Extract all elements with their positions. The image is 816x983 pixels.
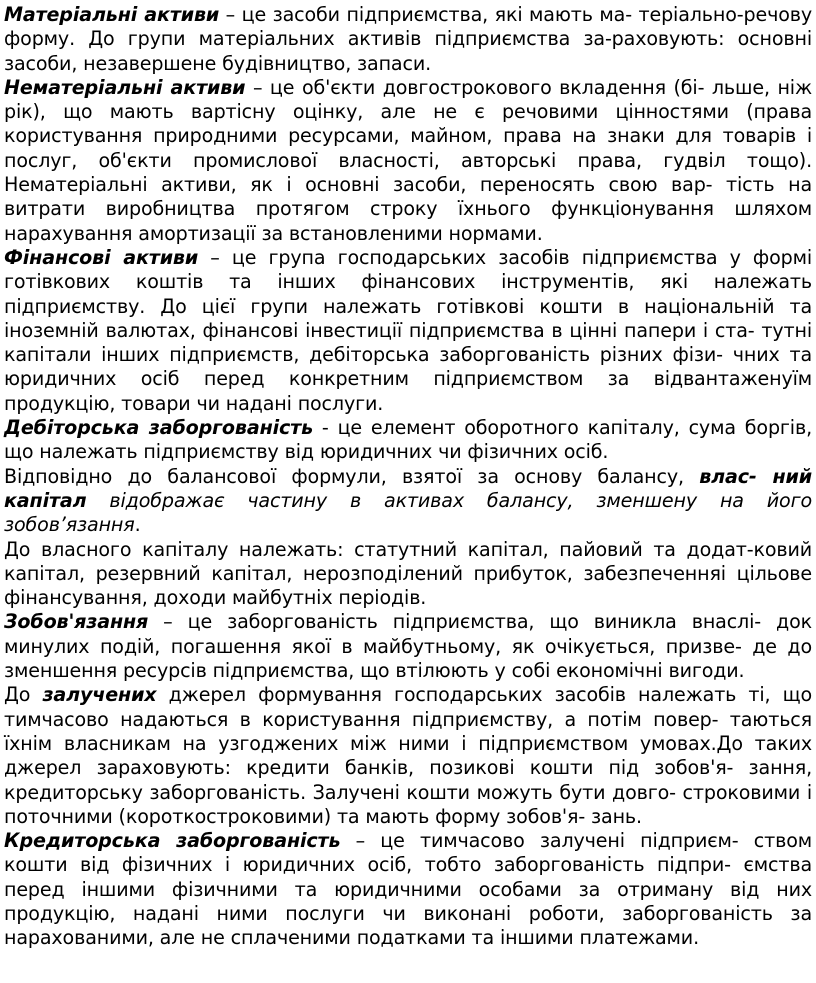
paragraph-payables: [4, 829, 812, 950]
paragraph-equity: [4, 465, 812, 538]
equity-tail-text: .: [134, 513, 141, 537]
term-equity: влас- ний капітал: [4, 464, 812, 512]
term-financial-assets: Фінансові активи: [4, 245, 199, 269]
term-material-assets: Матеріальні активи: [4, 3, 220, 26]
definition-borrowed: джерел формування господарських засобів належать ті, що тимчасово надаються в користування підприємству, а потім повер- таються їхнім власникам на узгоджених між ними і підприємством умовах.До таких джерел зараховують: кредити банків, позикові кошти під зобов'я- зання, кредиторську заборгованість. Залучені кошти можуть бути довго- строковими і поточними (короткостроковими) та мають форму зобов'я- зань.: [4, 683, 812, 828]
term-receivables: Дебіторська заборгованість: [4, 416, 314, 440]
term-intangible-assets: Нематеріальні активи: [4, 75, 246, 99]
paragraph-equity-components: [4, 538, 812, 611]
term-borrowed: залучених: [42, 683, 157, 707]
definition-liabilities: – це заборгованість підприємства, що виникла внаслі- док минулих подій, погашення якої в майбутньому, як очікується, призве- де до зменшення ресурсів підприємства, що втілюють у собі економічні вигоди.: [4, 610, 812, 683]
paragraph-intangible-assets: [4, 76, 812, 246]
term-liabilities: Зобов'язання: [4, 610, 149, 634]
equity-lead-text: Відповідно до балансової формули, взятої за основу балансу,: [4, 464, 700, 488]
definition-intangible-assets: – це об'єкти довгострокового вкладення (бі- льше, ніж рік), що мають вартісну оцінку, але не є речовими цінностями (права користування природними ресурсами, майном, права на знаки для товарів і послуг, об'єкти промислової власності, авторські права, гудвіл тощо). Нематеріальні активи, як і основні засоби, переносять свою вар- тість на витрати виробництва протягом строку їхнього функціонування шляхом нарахування амортизації за встановленими нормами.: [4, 75, 812, 245]
equity-components-text: До власного капіталу належать: статутний капітал, пайовий та додат-ковий капітал, резервний капітал, нерозподілений прибуток, забезпеченняі цільове фінансування, доходи майбутніх періодів.: [4, 537, 812, 610]
paragraph-material-assets: [4, 3, 812, 76]
borrowed-lead-text: До: [4, 683, 43, 707]
paragraph-financial-assets: [4, 246, 812, 416]
definition-financial-assets: – це група господарських засобів підприємства у формі готівкових коштів та інших фінансових інструментів, які належать підприємству. До цієї групи належать готівкові кошти в національній та іноземній валютах, фінансові інвестиції підприємства в цінні папери і ста- тутні капітали інших підприємств, дебіторська заборгованість різних фізи- чних та юридичних осіб перед конкретним підприємством за відвантаженуїм продукцію, товари чи надані послуги.: [4, 245, 813, 415]
paragraph-liabilities: [4, 610, 812, 683]
paragraph-borrowed-sources: [4, 683, 812, 829]
paragraph-receivables: [4, 416, 812, 465]
term-payables: Кредиторська заборгованість: [4, 829, 341, 853]
definition-receivables: - це елемент оборотного капіталу, сума боргів, що належать підприємству від юридичних чи фізичних осіб.: [4, 416, 812, 464]
equity-italic-text: відображає частину в активах балансу, зменшену на його зобов’язання: [4, 488, 812, 537]
definition-material-assets: – це засоби підприємства, які мають ма- теріально-речову форму. До групи матеріальних активів підприємства за-раховують: основні засоби, незавершене будівництво, запаси.: [4, 3, 812, 75]
definition-payables: – це тимчасово залучені підприєм- ством кошти від фізичних і юридичних осіб, тобто заборгованість підпри- ємства перед іншими фізичними та юридичними особами за отриману від них продукцію, надані ними послуги чи виконані роботи, заборгованість за нарахованими, але не сплаченими податками та іншими платежами.: [4, 829, 812, 950]
